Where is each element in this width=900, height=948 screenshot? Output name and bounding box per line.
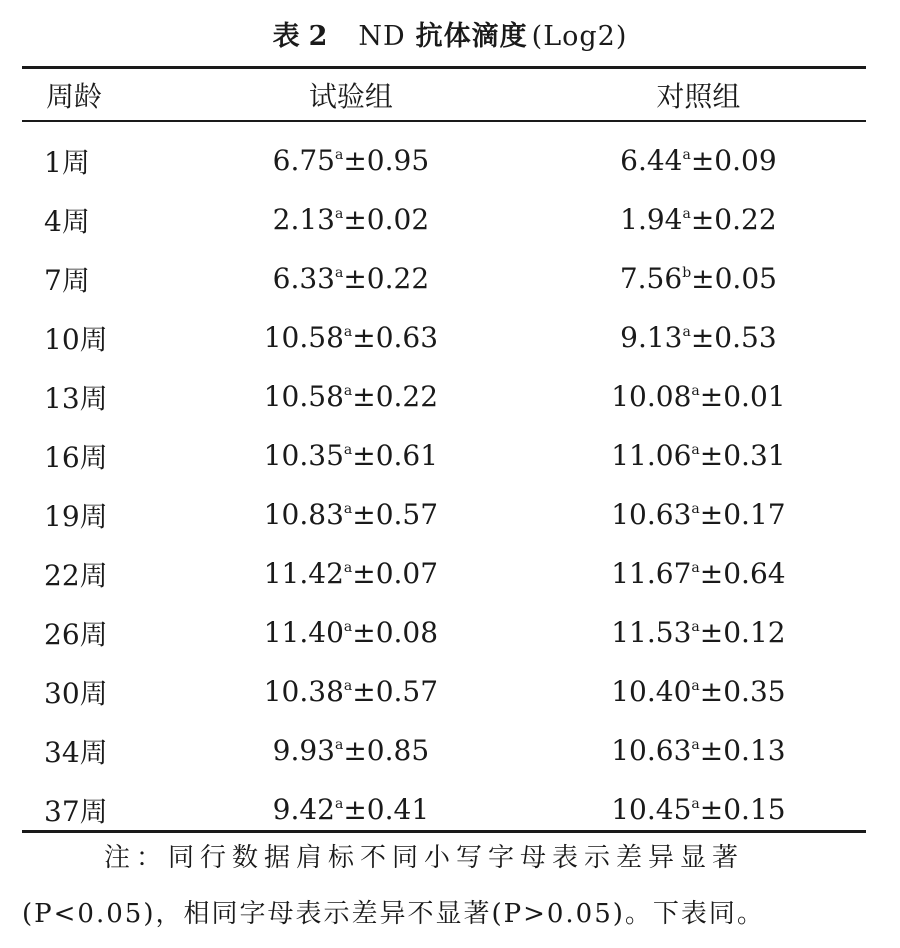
table-row <box>22 544 866 603</box>
trial-mean: 10.38 <box>263 675 344 708</box>
cell-trial <box>171 780 531 839</box>
table-row <box>22 662 866 721</box>
trial-sd: ±0.57 <box>352 675 439 708</box>
table-note-line-2: (P<0.05)，相同字母表示差异不显著(P>0.05)。下表同。 <box>22 899 765 929</box>
trial-mean: 9.42 <box>272 793 335 826</box>
trial-sd: ±0.22 <box>352 380 439 413</box>
trial-significance-mark: a <box>334 206 344 222</box>
cell-control <box>531 249 866 308</box>
trial-mean: 9.93 <box>272 734 335 767</box>
cell-control <box>531 662 866 721</box>
control-significance-mark: a <box>691 737 700 753</box>
cell-age: 1周 <box>44 145 90 179</box>
table-row <box>22 120 866 190</box>
cell-trial <box>171 190 531 249</box>
trial-significance-mark: a <box>343 619 353 635</box>
trial-mean: 11.42 <box>263 557 344 590</box>
cell-trial <box>171 662 531 721</box>
control-significance-mark: a <box>691 796 700 812</box>
trial-significance-mark: a <box>343 560 353 576</box>
trial-sd: ±0.02 <box>343 203 430 236</box>
table-row <box>22 308 866 367</box>
control-sd: ±0.31 <box>699 439 786 472</box>
trial-significance-mark: a <box>343 678 353 694</box>
antibody-titer-table <box>22 69 866 839</box>
header-age: 周龄 <box>46 79 103 113</box>
trial-sd: ±0.61 <box>352 439 439 472</box>
trial-mean: 10.58 <box>263 380 344 413</box>
header-trial-group: 试验组 <box>308 79 393 113</box>
cell-age: 7周 <box>44 263 90 297</box>
control-significance-mark: a <box>691 383 700 399</box>
control-significance-mark: a <box>691 442 700 458</box>
table-caption <box>0 14 900 53</box>
cell-trial <box>171 367 531 426</box>
header-control-group: 对照组 <box>656 79 741 113</box>
table-body <box>22 120 866 839</box>
control-sd: ±0.64 <box>699 557 786 590</box>
trial-mean: 6.75 <box>272 144 335 177</box>
header-row <box>22 69 866 120</box>
control-significance-mark: a <box>691 678 700 694</box>
control-significance-mark: a <box>691 619 700 635</box>
cell-age: 37周 <box>44 794 108 828</box>
trial-sd: ±0.07 <box>352 557 439 590</box>
control-significance-mark: a <box>682 324 691 340</box>
control-mean: 7.56 <box>619 262 683 295</box>
control-sd: ±0.05 <box>691 262 777 295</box>
control-mean: 10.45 <box>611 793 692 826</box>
control-sd: ±0.17 <box>699 498 786 531</box>
control-significance-mark: b <box>682 265 692 281</box>
control-mean: 11.67 <box>611 557 692 590</box>
cell-control <box>531 603 866 662</box>
table-row <box>22 603 866 662</box>
control-mean: 10.40 <box>611 675 692 708</box>
cell-control <box>531 426 866 485</box>
cell-age: 10周 <box>44 322 108 356</box>
cell-trial <box>171 249 531 308</box>
trial-significance-mark: a <box>334 265 344 281</box>
trial-significance-mark: a <box>343 324 353 340</box>
trial-sd: ±0.41 <box>343 793 430 826</box>
control-sd: ±0.01 <box>699 380 786 413</box>
trial-mean: 10.58 <box>263 321 344 354</box>
cell-control <box>531 544 866 603</box>
trial-sd: ±0.08 <box>352 616 439 649</box>
trial-mean: 10.35 <box>263 439 344 472</box>
table-row <box>22 721 866 780</box>
cell-trial <box>171 721 531 780</box>
control-mean: 10.63 <box>611 734 692 767</box>
trial-significance-mark: a <box>334 737 344 753</box>
table-row <box>22 367 866 426</box>
trial-mean: 10.83 <box>263 498 344 531</box>
trial-mean: 6.33 <box>272 262 335 295</box>
trial-sd: ±0.22 <box>343 262 430 295</box>
caption-unit: (Log2) <box>531 21 628 52</box>
caption-title: 抗体滴度 <box>415 21 528 52</box>
cell-age: 4周 <box>44 204 90 238</box>
caption-number: 2 <box>308 21 329 52</box>
control-sd: ±0.22 <box>690 203 777 236</box>
cell-trial <box>171 603 531 662</box>
control-mean: 11.06 <box>611 439 692 472</box>
trial-significance-mark: a <box>334 796 344 812</box>
trial-significance-mark: a <box>343 501 353 517</box>
trial-significance-mark: a <box>343 442 353 458</box>
control-significance-mark: a <box>682 206 691 222</box>
cell-age: 34周 <box>44 735 108 769</box>
trial-sd: ±0.95 <box>343 144 430 177</box>
cell-age: 30周 <box>44 676 108 710</box>
cell-age: 26周 <box>44 617 108 651</box>
control-mean: 11.53 <box>611 616 692 649</box>
trial-sd: ±0.57 <box>352 498 439 531</box>
cell-control <box>531 780 866 839</box>
table-row <box>22 485 866 544</box>
control-mean: 6.44 <box>620 144 683 177</box>
table-row <box>22 426 866 485</box>
control-sd: ±0.53 <box>690 321 777 354</box>
cell-age: 22周 <box>44 558 108 592</box>
cell-trial <box>171 485 531 544</box>
table-row <box>22 249 866 308</box>
control-mean: 1.94 <box>620 203 683 236</box>
cell-trial <box>171 308 531 367</box>
cell-trial <box>171 544 531 603</box>
control-significance-mark: a <box>682 147 691 163</box>
control-sd: ±0.15 <box>699 793 786 826</box>
cell-control <box>531 308 866 367</box>
control-mean: 10.63 <box>611 498 692 531</box>
cell-age: 19周 <box>44 499 108 533</box>
control-mean: 10.08 <box>611 380 692 413</box>
trial-mean: 2.13 <box>272 203 335 236</box>
cell-control <box>531 367 866 426</box>
table-note-line-1: 注：同行数据肩标不同小写字母表示差异显著 <box>104 843 745 873</box>
control-significance-mark: a <box>691 560 700 576</box>
trial-significance-mark: a <box>334 147 344 163</box>
table-row <box>22 190 866 249</box>
control-sd: ±0.12 <box>699 616 786 649</box>
control-significance-mark: a <box>691 501 700 517</box>
trial-mean: 11.40 <box>263 616 344 649</box>
table-row <box>22 780 866 839</box>
cell-trial <box>171 120 531 190</box>
caption-abbr: ND <box>358 21 406 52</box>
cell-control <box>531 721 866 780</box>
control-mean: 9.13 <box>620 321 683 354</box>
cell-trial <box>171 426 531 485</box>
caption-label: 表 <box>272 21 301 52</box>
cell-control <box>531 485 866 544</box>
control-sd: ±0.09 <box>690 144 777 177</box>
cell-age: 16周 <box>44 440 108 474</box>
control-sd: ±0.13 <box>699 734 786 767</box>
cell-age: 13周 <box>44 381 108 415</box>
trial-significance-mark: a <box>343 383 353 399</box>
cell-control <box>531 120 866 190</box>
control-sd: ±0.35 <box>699 675 786 708</box>
trial-sd: ±0.63 <box>352 321 439 354</box>
trial-sd: ±0.85 <box>343 734 430 767</box>
cell-control <box>531 190 866 249</box>
